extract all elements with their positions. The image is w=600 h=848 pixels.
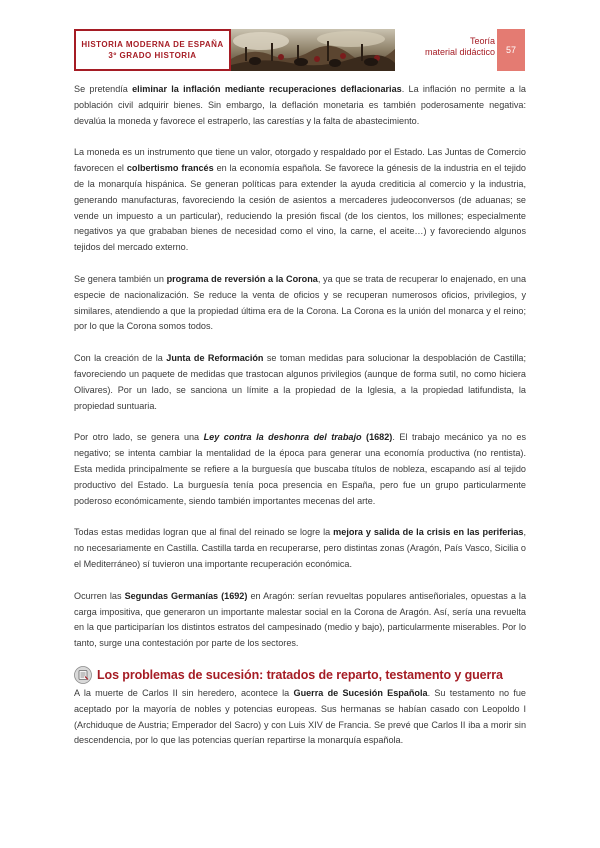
paragraph-reversion-corona: Se genera también un programa de reversión a la Corona, ya que se trata de recuperar lo enajenado, en una especie de nacionalización. Se reduce la venta de oficios y se recuperan numerosos oficios, privilegios, y similares, atendiendo a que la propiedad última era de la Corona. La Corona es la unión del monarca y el reino; por lo que la Corona somos todos. — [74, 273, 527, 332]
paragraph-ley-deshonra: Por otro lado, se genera una Ley contra la deshonra del trabajo (1682). El trabajo mecánico ya no es negativo; se intenta cambiar la mentalidad de la época para generar una economía productiva (no rentista). Esta medida principalmente se refiere a la burguesía que buscaba títulos de nobleza, escapando así al tejido productivo del Estado. La burguesía tenía poca presencia en España, pero fue un grupo particularmente poderoso económicamente, siendo también importantes mecenas del arte. — [74, 432, 526, 506]
book-title-line1: HISTORIA MODERNA DE ESPAÑA — [81, 40, 224, 49]
section-label-line1: Teoría — [469, 36, 495, 46]
bold-term: Segundas Germanías (1692) — [124, 590, 248, 601]
bold-term: colbertismo francés — [126, 163, 214, 174]
book-title-line2: 3º GRADO HISTORIA — [108, 51, 197, 60]
header-title-box — [74, 29, 231, 71]
bold-term: eliminar la inflación mediante recuperaciones deflacionarias — [132, 84, 402, 94]
paragraph-guerra-sucesion: A la muerte de Carlos II sin heredero, acontece la Guerra de Sucesión Española. Su testamento no fue aceptado por la mayoría de nobles y potencias europeas. Sus hermanas se habían casado con Leopoldo I (Archiduque de Austria; Emperador del Sacro) y con Luis XIV de Francia. Se prevé que Carlos II iba a morir sin descendencia, por lo que las potencias querían repartirse la monarquía española. — [74, 687, 526, 746]
section-title: Los problemas de sucesión: tratados de reparto, testamento y guerra — [97, 667, 503, 682]
bold-term: Junta de Reformación — [166, 353, 264, 364]
paragraph-periferias: Todas estas medidas logran que al final del reinado se logre la mejora y salida de la crisis en las periferias, no necesariamente en Castilla. Castilla tarda en recuperarse, pero distintas zonas (Aragón, País Vasco, Sicilia o el Mediterráneo) sí tuvieron una importante recuperación económica. — [74, 527, 526, 569]
section-heading — [74, 664, 526, 686]
paragraph-colbertismo: La moneda es un instrumento que tiene un valor, otorgado y respaldado por el Estado. Las Juntas de Comercio favorecen el colbertismo francés en la economía española. Se favorece la génesis de la industria en el tejido de la monarquía hispánica. Se generan políticas para extender la ayuda crediticia al comercio y la industria, generando manufacturas, favoreciendo la cesión de asientos a mercaderes judeoconversos (de aduanas; se vende un impuesto a un particular), reduciendo la presión fiscal (de los cientos, los millones; especialmente negativos ya que grababan bienes de necesidad como el vino, la carne, el aceite…) y favoreciendo algunos tejidos del mercado externo. — [74, 147, 526, 253]
paragraph-germanias: Ocurren las Segundas Germanías (1692) en Aragón: serían revueltas populares antiseñoriales, opuestas a la carga impositiva, que generaron un importante malestar social en la Corona de Aragón. Así, sería una revuelta en la que participarían los distintos estratos del campesinado (medio y bajo), particularmente miserables. Por lo tanto, surge una contestación por parte de los sectores. — [74, 590, 527, 649]
bold-term: mejora y salida de la crisis en las periferias — [333, 527, 524, 538]
bold-term: programa de reversión a la Corona — [166, 273, 318, 284]
section-label-line2: material didáctico — [424, 47, 495, 57]
header-painting-image — [231, 29, 395, 71]
bold-term: Guerra de Sucesión Española — [293, 687, 428, 698]
scroll-icon — [74, 666, 92, 684]
bold-year: (1682) — [361, 432, 393, 443]
header-section-label — [395, 29, 495, 71]
page-number-badge: 57 — [497, 29, 525, 71]
battle-painting-image — [231, 29, 395, 71]
paragraph-inflation: Se pretendía eliminar la inflación mediante recuperaciones deflacionarias. La inflación no permite a la población civil adquirir bienes. Sin embargo, la deflación monetaria es también poderosamente negativa: devalúa la moneda y favorece el estraperlo, las carestías y la falta de abastecimiento. — [74, 84, 526, 126]
paragraph-junta-reformacion: Con la creación de la Junta de Reformación se toman medidas para solucionar la despoblación de Castilla; favoreciendo un paquete de medidas que trastocan algunos privilegios (aunque de forma sutil, no como hiciera Olivares). Por un lado, se sanciona un límite a la propiedad de la Iglesia, a la propiedad latifundista, la propiedad suntuaria. — [74, 353, 526, 411]
page-body — [74, 82, 526, 765]
italic-law-title: Ley contra la deshonra del trabajo — [203, 432, 362, 443]
